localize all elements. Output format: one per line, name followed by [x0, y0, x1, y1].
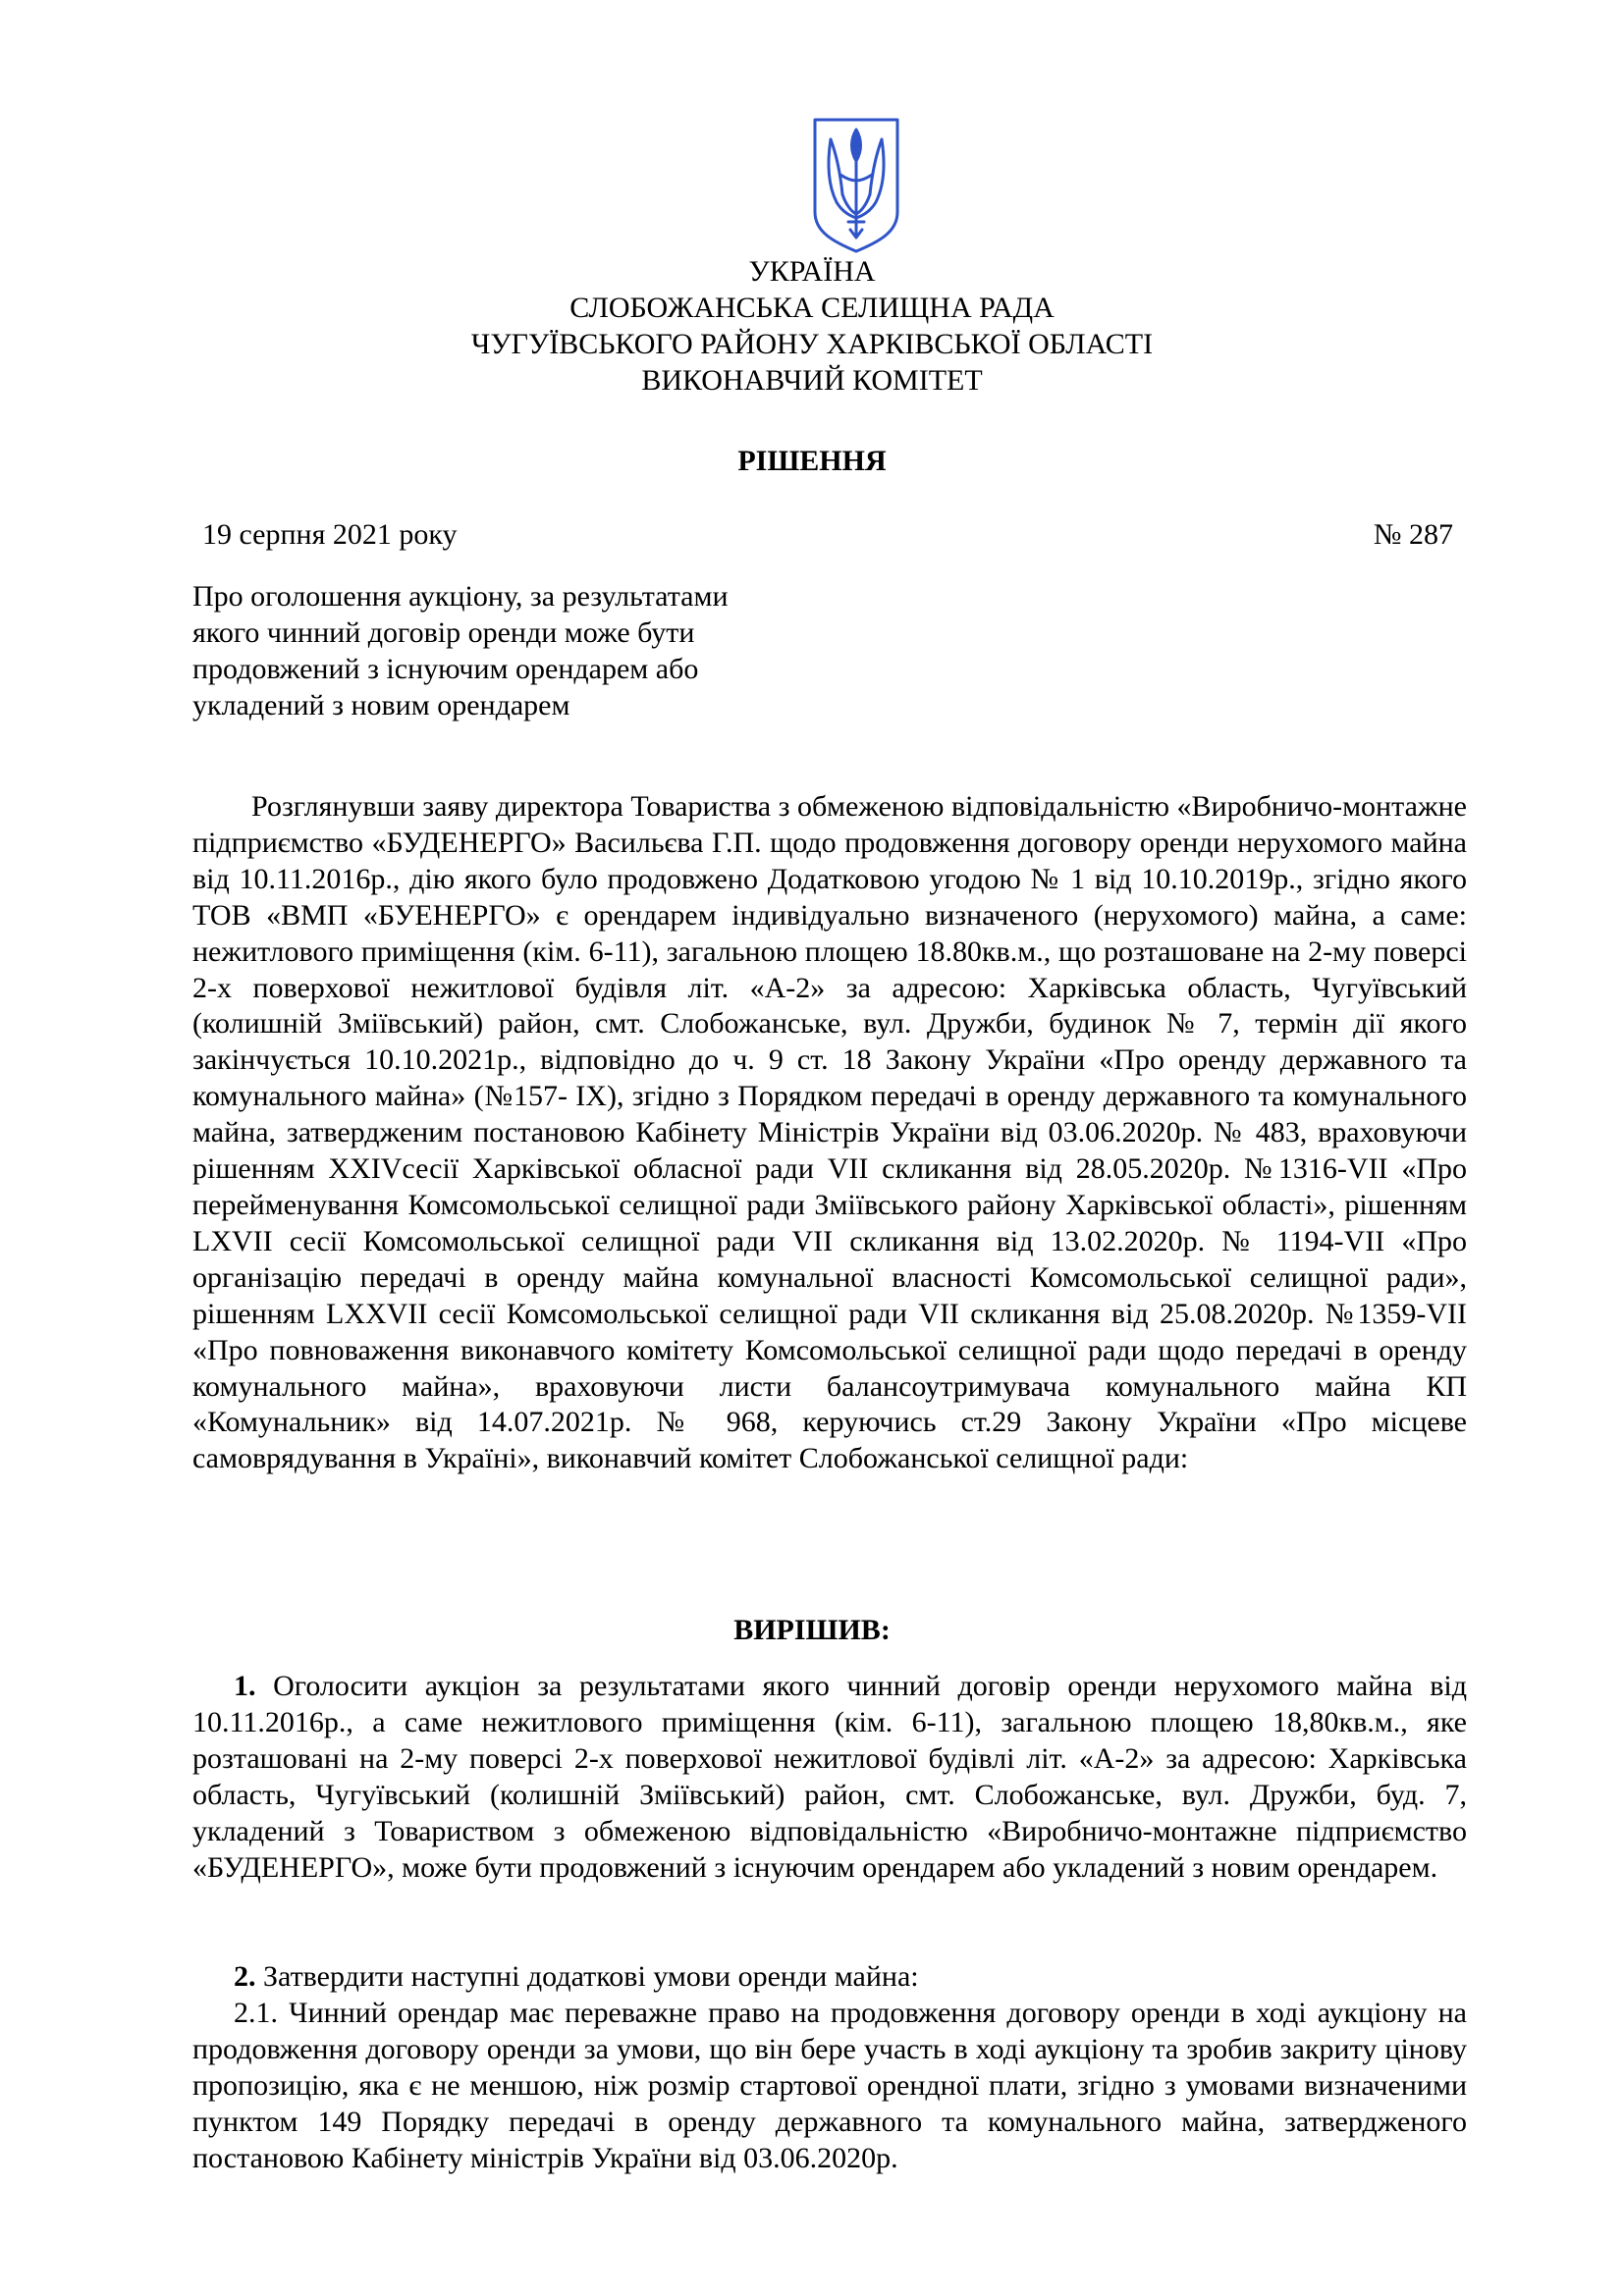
item-2-1-number: 2.1. [234, 1997, 278, 2029]
header-district: ЧУГУЇВСЬКОГО РАЙОНУ ХАРКІВСЬКОЇ ОБЛАСТІ [470, 328, 1154, 360]
item-1-paragraph [192, 1669, 1467, 1886]
decision-date: 19 серпня 2021 року [202, 518, 458, 551]
document-header [0, 253, 1624, 399]
decision-subject [192, 578, 880, 723]
resolved-heading: ВИРІШИВ: [733, 1614, 891, 1646]
subject-line: укладений з новим орендарем [192, 689, 570, 721]
decision-title: РІШЕННЯ [737, 445, 887, 477]
item-2-1-paragraph [192, 1996, 1467, 2177]
subject-line: продовжений з існуючим орендарем або [192, 653, 699, 685]
item-1-text: Оголосити аукціон за результатами якого чинний договір оренди нерухомого майна від 10.11.2016р., а саме нежитлового приміщення (кім. 6-11), загальною площею 18,80кв.м., яке розташовані на 2-му поверсі 2-х поверхової нежитлової будівлі літ. «А-2» за адресою: Харківська область, Чугуївський (колишній Зміївський) район, смт. Слобожанське, вул. Дружби, буд. 7, укладений з Товариством з обмеженою відповідальністю «Виробничо-монтажне підприємство «БУДЕНЕРГО», може бути продовжений з існуючим орендарем або укладений з новим орендарем. [192, 1670, 1467, 1884]
item-2-text: Затвердити наступні додаткові умови оренди майна: [263, 1960, 919, 1993]
item-2-number: 2. [234, 1960, 256, 1993]
header-country: УКРАЇНА [748, 255, 876, 288]
decision-number: № 287 [1373, 518, 1453, 551]
preamble-paragraph: Розглянувши заяву директора Товариства з обмеженою відповідальністю «Виробничо-монтажне підприємство «БУДЕНЕРГО» Васильєва Г.П. щодо продовження договору оренди нерухомого майна від 10.11.2016р., дію якого було продовжено Додатковою угодою № 1 від 10.10.2019р., згідно якого ТОВ «ВМП «БУЕНЕРГО» є орендарем індивідуально визначеного (нерухомого) майна, а саме: нежитлового приміщення (кім. 6-11), загальною площею 18.80кв.м., що розташоване на 2-му поверсі 2-х поверхової нежитлової будівля літ. «А-2» за адресою: Харківська область, Чугуївський (колишній Зміївський) район, смт. Слобожанське, вул. Дружби, будинок № 7, термін дії якого закінчується 10.10.2021р., відповідно до ч. 9 ст. 18 Закону України «Про оренду державного та комунального майна» (№157- IX), згідно з Порядком передачі в оренду державного та комунального майна, затвердженим постановою Кабінету Міністрів України від 03.06.2020р. № 483, враховуючи рішенням XXIVсесії Харківської обласної ради VII скликання від 28.05.2020р. №1316-VII «Про перейменування Комсомольської селищної ради Зміївського району Харківської області», рішенням LXVII сесії Комсомольської селищної ради VII скликання від 13.02.2020р. № 1194-VII «Про організацію передачі в оренду майна комунальної власності Комсомольської селищної ради», рішенням LXXVII сесії Комсомольської селищної ради VII скликання від 25.08.2020р. №1359-VII «Про повноваження виконавчого комітету Комсомольської селищної ради щодо передачі в оренду комунального майна», враховуючи листи балансоутримувача комунального майна КП «Комунальник» від 14.07.2021р. № 968, керуючись ст.29 Закону України «Про місцеве самоврядування в Україні», виконавчий комітет Слобожанської селищної ради: [192, 790, 1467, 1475]
header-committee: ВИКОНАВЧИЙ КОМІТЕТ [641, 364, 983, 397]
item-1-number: 1. [234, 1670, 256, 1702]
subject-line: якого чинний договір оренди може бути [192, 616, 695, 649]
item-2-1-text: Чинний орендар має переважне право на продовження договору оренди в ході аукціону на продовження договору оренди за умови, що він бере участь в ході аукціону та зробив закриту цінову пропозицію, яка є не меншою, ніж розмір стартової орендної плати, згідно з умовами визначеними пунктом 149 Порядку передачі в оренду державного та комунального майна, затвердженого постановою Кабінету міністрів України від 03.06.2020р. [192, 1997, 1467, 2174]
item-2-paragraph [192, 1959, 1467, 1996]
subject-line: Про оголошення аукціону, за результатами [192, 580, 729, 613]
coat-of-arms-icon [811, 116, 901, 255]
header-council: СЛОБОЖАНСЬКА СЕЛИЩНА РАДА [569, 292, 1055, 324]
